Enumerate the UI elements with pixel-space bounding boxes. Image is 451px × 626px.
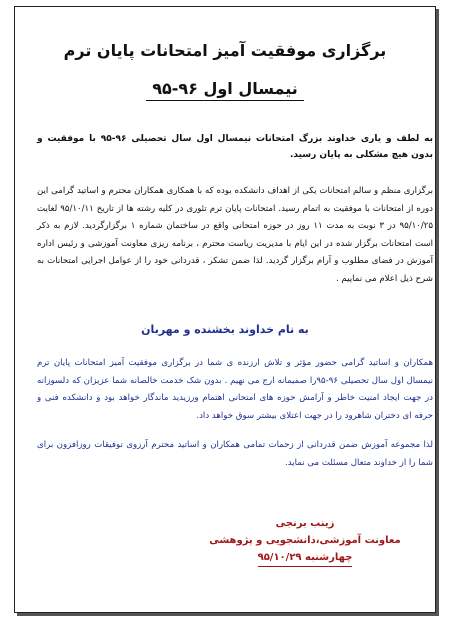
section-heading: به نام خداوند بخشنده و مهربان: [141, 323, 309, 336]
body-paragraph-3: لذا مجموعه آموزش ضمن قدردانی از زحمات تمامی همکاران و اساتید محترم آرزوی توفیقات روزافزون برای شما را از خداوند متعال مسئلت می نماید.: [37, 440, 433, 468]
signature-date: چهارشنبه ۹۵/۱۰/۲۹: [258, 549, 353, 567]
intro-paragraph: به لطف و یاری خداوند بزرگ امتحانات نیمسال اول سال تحصیلی ۹۶-۹۵ با موفقیت و بدون هیچ مشکلی به پایان رسید.: [37, 134, 433, 160]
signature-block: [175, 515, 435, 567]
signature-name: زینب برنجی: [275, 518, 335, 529]
signature-position: معاونت آموزشی،دانشجویی و پژوهشی: [209, 535, 401, 546]
document-frame: [14, 6, 436, 613]
body-paragraph-1: برگزاری منظم و سالم امتحانات یکی از اهداف دانشکده بوده که با همکاری همکاران محترم و اساتید گرامی این دوره از امتحانات با موفقیت به اتمام رسید. امتحانات پایان ترم تئوری در کلیه رشته ها از تاریخ ۹۵/۱۰/۱۱ لغایت ۹۵/۱۰/۲۵ در ۳ نوبت به مدت ۱۱ روز در حوزه امتحانی واقع در ساختمان شماره ۱ برگزارگردید. لازم به ذکر است امتحانات برگزار شده در این ایام با مدیریت ریاست محترم ، برنامه ریزی معاونت آموزشی و رئیس اداره آموزش در فضای مطلوب و آرام برگزار گردید. لذا ضمن تشکر ، قدردانی خود را از عوامل اجرایی امتحانات به شرح ذیل اعلام می نماییم .: [37, 186, 433, 284]
document-title: برگزاری موفقیت آمیز امتحانات پایان ترم: [63, 41, 387, 60]
document-subtitle: [15, 79, 435, 98]
body-paragraph-2: همکاران و اساتید گرامی حضور مؤثر و تلاش ارزنده ی شما در برگزاری موفقیت آمیز امتحانات پایان ترم نیمسال اول سال تحصیلی ۹۶-۹۵را صمیمانه ارج می نهیم . بدون شک خدمت خالصانه شما عزیزان که دلسوزانه در جهت ایجاد امنیت خاطر و آرامش حوزه های امتحانی اهتمام ورزیدید ماندگار خواهد بود و دانشکده فنی و حرفه ای دختران شاهرود را در جهت اعتلای بیشتر سوق خواهد داد.: [37, 358, 434, 421]
subtitle-text: نیمسال اول ۹۶-۹۵: [146, 79, 304, 101]
